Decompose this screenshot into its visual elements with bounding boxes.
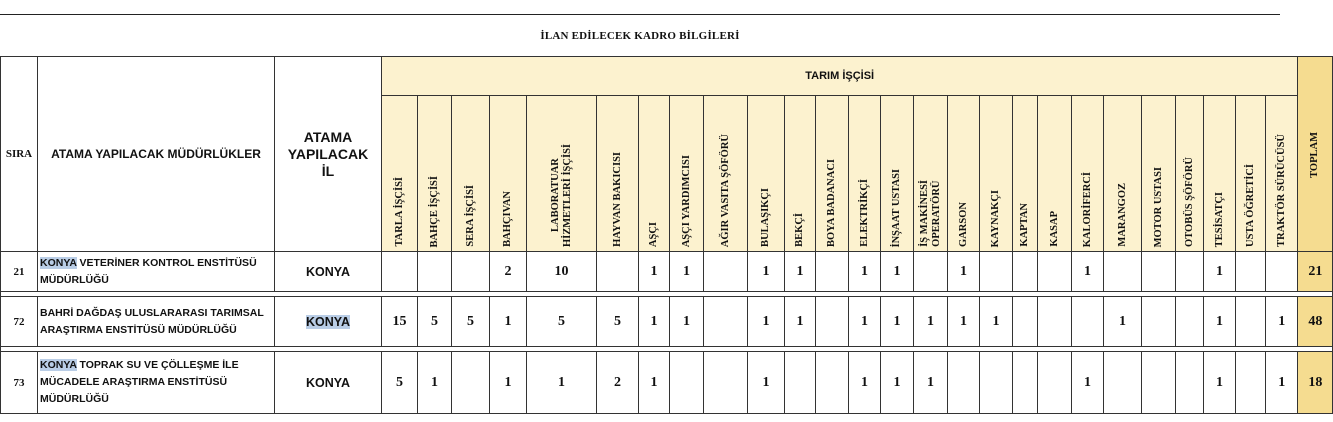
row-value bbox=[785, 352, 816, 414]
job-header bbox=[382, 96, 418, 252]
row-value: 1 bbox=[980, 297, 1013, 347]
job-header-label: KASAP bbox=[1048, 211, 1060, 247]
row-value bbox=[1013, 252, 1038, 292]
table-row bbox=[1, 297, 1333, 347]
row-value: 5 bbox=[527, 297, 597, 347]
row-mudurluk-text: VETERİNER KONTROL ENSTİTÜSÜ MÜDÜRLÜĞÜ bbox=[40, 256, 257, 286]
row-value: 1 bbox=[881, 297, 914, 347]
job-header bbox=[1104, 96, 1142, 252]
job-header bbox=[748, 96, 785, 252]
row-value bbox=[704, 297, 748, 347]
row-value bbox=[418, 252, 452, 292]
row-value: 5 bbox=[452, 297, 490, 347]
kadro-table bbox=[0, 56, 1333, 414]
row-value: 5 bbox=[382, 352, 418, 414]
row-value bbox=[1176, 252, 1204, 292]
row-value bbox=[948, 352, 980, 414]
row-value: 1 bbox=[527, 352, 597, 414]
job-header-label: OTOBÜS ŞÖFÖRÜ bbox=[1183, 157, 1195, 247]
row-value: 10 bbox=[527, 252, 597, 292]
job-header-label: SERA İŞÇİSİ bbox=[464, 185, 476, 247]
row-value: 1 bbox=[748, 352, 785, 414]
header-toplam-label: TOPLAM bbox=[1309, 132, 1321, 178]
job-header bbox=[1266, 96, 1298, 252]
header-il bbox=[275, 57, 382, 252]
table-row bbox=[1, 352, 1333, 414]
job-header-label: İNŞAAT USTASI bbox=[891, 168, 902, 247]
row-value: 1 bbox=[785, 297, 816, 347]
table-body bbox=[1, 252, 1333, 414]
job-header bbox=[1072, 96, 1104, 252]
row-value bbox=[1236, 352, 1266, 414]
job-header-label: LABORATUAR HİZMETLERİ İŞÇİSİ bbox=[549, 144, 573, 247]
row-value bbox=[597, 252, 639, 292]
job-header-label: AŞÇI YARDIMCISI bbox=[680, 154, 692, 247]
job-header bbox=[490, 96, 527, 252]
row-value bbox=[1072, 297, 1104, 347]
row-toplam: 18 bbox=[1298, 352, 1333, 414]
job-header bbox=[948, 96, 980, 252]
row-value bbox=[1142, 352, 1176, 414]
row-value: 1 bbox=[670, 297, 704, 347]
row-value bbox=[452, 252, 490, 292]
row-sira: 21 bbox=[1, 252, 38, 292]
job-header-label: BAHÇE İŞÇİSİ bbox=[428, 175, 440, 247]
row-mudurluk bbox=[38, 252, 275, 292]
row-mudurluk-highlight: KONYA bbox=[40, 256, 77, 269]
row-mudurluk bbox=[38, 352, 275, 414]
row-value: 1 bbox=[639, 352, 670, 414]
row-value bbox=[1038, 297, 1072, 347]
row-value: 1 bbox=[849, 252, 881, 292]
job-header-label: MARANGOZ bbox=[1116, 183, 1128, 247]
row-value: 5 bbox=[597, 297, 639, 347]
row-mudurluk bbox=[38, 297, 275, 347]
row-value: 1 bbox=[639, 252, 670, 292]
row-value bbox=[980, 252, 1013, 292]
job-header bbox=[914, 96, 948, 252]
row-value bbox=[1038, 352, 1072, 414]
job-header-label: MOTOR USTASI bbox=[1152, 166, 1164, 247]
row-value bbox=[1236, 252, 1266, 292]
row-value bbox=[816, 297, 849, 347]
job-header-label: USTA ÖĞRETİCİ bbox=[1244, 164, 1256, 247]
row-value bbox=[1142, 252, 1176, 292]
job-header-label: HAYVAN BAKICISI bbox=[611, 152, 623, 247]
row-value bbox=[1038, 252, 1072, 292]
row-il bbox=[275, 297, 382, 347]
row-value: 1 bbox=[1072, 352, 1104, 414]
row-value: 1 bbox=[849, 297, 881, 347]
row-il bbox=[275, 352, 382, 414]
row-il-text: KONYA bbox=[306, 314, 350, 329]
row-value: 1 bbox=[748, 297, 785, 347]
job-header bbox=[849, 96, 881, 252]
row-toplam: 21 bbox=[1298, 252, 1333, 292]
row-mudurluk-text: BAHRİ DAĞDAŞ ULUSLARARASI TARIMSAL ARAŞTIRMA ENSTİTÜSÜ MÜDÜRLÜĞÜ bbox=[40, 306, 264, 336]
page-title: İLAN EDİLECEK KADRO BİLGİLERİ bbox=[540, 29, 740, 42]
header-sira: SIRA bbox=[1, 57, 38, 252]
row-value bbox=[704, 252, 748, 292]
header-il-line-1: ATAMA bbox=[303, 128, 353, 145]
header-il-line-3: İL bbox=[321, 162, 335, 179]
row-value: 1 bbox=[881, 252, 914, 292]
row-mudurluk-text: TOPRAK SU VE ÇÖLLEŞME İLE MÜCADELE ARAŞTIRMA ENSTİTÜSÜ MÜDÜRLÜĞÜ bbox=[40, 359, 239, 405]
job-header bbox=[1176, 96, 1204, 252]
row-value: 1 bbox=[418, 352, 452, 414]
job-header-label: BAHÇIVAN bbox=[502, 191, 513, 247]
row-value bbox=[1266, 252, 1298, 292]
row-value: 1 bbox=[914, 297, 948, 347]
row-value: 1 bbox=[490, 297, 527, 347]
header-mudurlukler: ATAMA YAPILACAK MÜDÜRLÜKLER bbox=[38, 57, 275, 252]
row-value: 5 bbox=[418, 297, 452, 347]
job-header bbox=[1236, 96, 1266, 252]
row-value bbox=[816, 252, 849, 292]
row-value: 1 bbox=[881, 352, 914, 414]
job-header-label: İŞ MAKİNESİ OPERATÖRÜ bbox=[918, 180, 942, 247]
row-value bbox=[914, 252, 948, 292]
row-value: 1 bbox=[1072, 252, 1104, 292]
job-header-label: KAPTAN bbox=[1019, 203, 1030, 247]
row-value: 1 bbox=[948, 297, 980, 347]
row-value: 1 bbox=[914, 352, 948, 414]
row-value bbox=[1236, 297, 1266, 347]
row-value: 1 bbox=[849, 352, 881, 414]
job-header bbox=[1038, 96, 1072, 252]
row-value bbox=[1142, 297, 1176, 347]
job-header-label: AŞÇI bbox=[648, 221, 659, 247]
row-value: 1 bbox=[785, 252, 816, 292]
row-il bbox=[275, 252, 382, 292]
row-value: 1 bbox=[1204, 297, 1236, 347]
row-mudurluk-highlight: KONYA bbox=[40, 359, 77, 371]
row-value: 1 bbox=[670, 252, 704, 292]
row-value bbox=[1176, 352, 1204, 414]
row-value bbox=[1176, 297, 1204, 347]
row-value bbox=[980, 352, 1013, 414]
job-header bbox=[527, 96, 597, 252]
row-value: 2 bbox=[490, 252, 527, 292]
row-sira: 72 bbox=[1, 297, 38, 347]
job-header-label: TARLA İŞÇİSİ bbox=[393, 177, 405, 247]
row-value: 2 bbox=[597, 352, 639, 414]
header-tarim-iscisi: TARIM İŞÇİSİ bbox=[382, 57, 1298, 96]
job-header bbox=[597, 96, 639, 252]
row-value: 1 bbox=[490, 352, 527, 414]
job-header bbox=[704, 96, 748, 252]
job-header bbox=[816, 96, 849, 252]
row-value: 15 bbox=[382, 297, 418, 347]
row-value: 1 bbox=[748, 252, 785, 292]
job-header bbox=[980, 96, 1013, 252]
header-il-line-2: YAPILACAK bbox=[287, 145, 369, 162]
job-header bbox=[1142, 96, 1176, 252]
job-header bbox=[881, 96, 914, 252]
table-row bbox=[1, 252, 1333, 292]
row-value bbox=[382, 252, 418, 292]
row-value bbox=[1013, 297, 1038, 347]
job-header-label: GARSON bbox=[957, 202, 969, 247]
row-il-text: KONYA bbox=[306, 375, 350, 390]
job-header-label: KAYNAKÇI bbox=[990, 189, 1001, 247]
job-header bbox=[1204, 96, 1236, 252]
job-header bbox=[418, 96, 452, 252]
job-header-label: ELEKTRİKÇİ bbox=[858, 179, 870, 247]
row-il-text: KONYA bbox=[306, 264, 350, 279]
row-sira: 73 bbox=[1, 352, 38, 414]
row-value: 1 bbox=[639, 297, 670, 347]
job-header-label: BULAŞIKÇI bbox=[760, 188, 771, 247]
row-value bbox=[452, 352, 490, 414]
row-value: 1 bbox=[948, 252, 980, 292]
job-header bbox=[1013, 96, 1038, 252]
row-value bbox=[670, 352, 704, 414]
job-header-label: TRAKTÖR SÜRÜCÜSÜ bbox=[1275, 134, 1287, 247]
job-header bbox=[670, 96, 704, 252]
job-header bbox=[452, 96, 490, 252]
header-toplam bbox=[1298, 57, 1333, 252]
row-value: 1 bbox=[1204, 352, 1236, 414]
row-value: 1 bbox=[1266, 352, 1298, 414]
row-value: 1 bbox=[1266, 297, 1298, 347]
row-value: 1 bbox=[1204, 252, 1236, 292]
row-value bbox=[1104, 352, 1142, 414]
job-header-label: BEKÇİ bbox=[794, 213, 805, 247]
job-header bbox=[639, 96, 670, 252]
job-header-label: TESİSATÇI bbox=[1213, 191, 1225, 247]
row-value: 1 bbox=[1104, 297, 1142, 347]
row-value bbox=[1104, 252, 1142, 292]
job-header-label: KALORİFERCİ bbox=[1081, 171, 1093, 247]
row-value bbox=[816, 352, 849, 414]
job-header-label: BOYA BADANACI bbox=[826, 158, 837, 247]
row-toplam: 48 bbox=[1298, 297, 1333, 347]
job-header-label: AĞIR VASITA ŞÖFÖRÜ bbox=[719, 133, 731, 247]
job-header bbox=[785, 96, 816, 252]
row-value bbox=[1013, 352, 1038, 414]
row-value bbox=[704, 352, 748, 414]
